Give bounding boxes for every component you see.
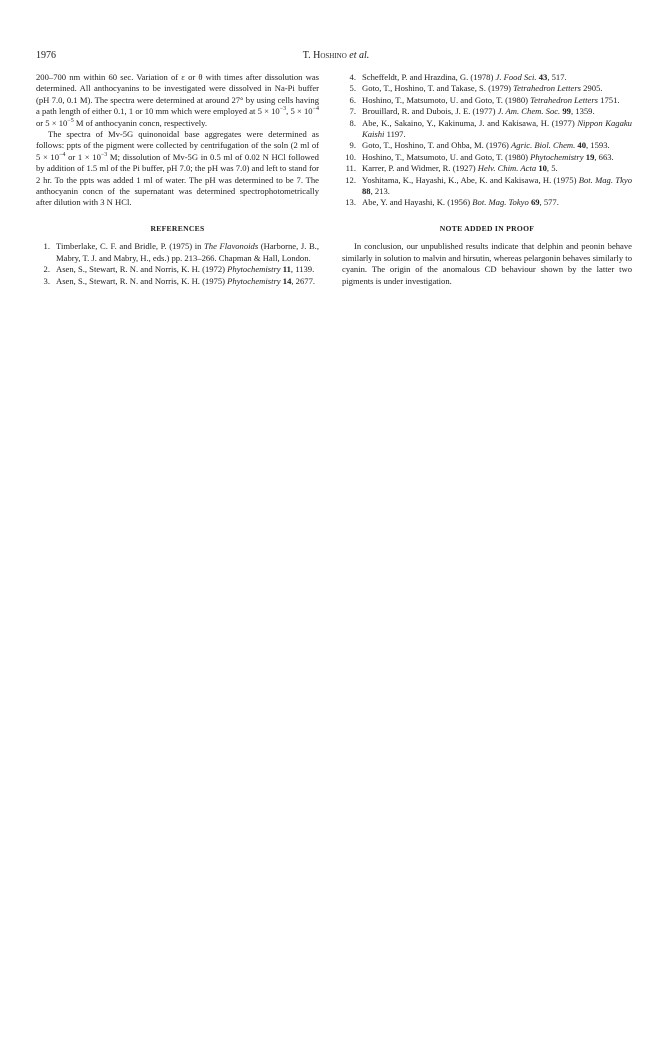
references-heading: REFERENCES	[150, 223, 205, 233]
reference-item: 2. Asen, S., Stewart, R. N. and Norris, K. H. (1972) Phytochemistry 11, 1139.	[43, 264, 315, 275]
reference-item: 1. Timberlake, C. F. and Bridle, P. (1975) in The Flavonoids (Harborne, J. B., Mabry, T. J. and Mabry, H., eds.) pp. 213–266. Chapman & Hall, London.	[43, 241, 319, 263]
methods-paragraph-1: 200–700 nm within 60 sec. Variation of ε or θ with times after dissolution was determined. All anthocyanins to be investigated were dissolved in Na-Pi buffer (pH 7.0, 0.1 M). The spectra were determined at around 27° by using cells having a path length of either 0.1, 1 or 10 mm which were employed at $5 \times 10^{-3}$, $5 \times 10^{-4}$ or $5 \times 10^{-5}$ M of anthocyanin concn, respectively.	[36, 72, 319, 128]
note-heading: NOTE ADDED IN PROOF	[439, 223, 535, 233]
reference-item: 11. Karrer, P. and Widmer, R. (1927) Helv. Chim. Acta 10, 5.	[345, 163, 558, 174]
reference-item: 8. Abe, K., Sakaino, Y., Kakinuma, J. and Kakisawa, H. (1977) Nippon Kagaku Kaishi 1197.	[349, 117, 632, 140]
reference-item: 10. Hoshino, T., Matsumoto, U. and Goto, T. (1980) Phytochemistry 19, 663.	[345, 151, 614, 162]
reference-item: 9. Goto, T., Hoshino, T. and Ohba, M. (1976) Agric. Biol. Chem. 40, 1593.	[349, 140, 610, 151]
reference-item: 7. Brouillard, R. and Dubois, J. E. (1977) J. Am. Chem. Soc. 99, 1359.	[349, 106, 595, 117]
running-head-initial: T.	[302, 50, 314, 61]
reference-item: 4. Scheffeldt, P. and Hrazdina, G. (1978) J. Food Sci. 43, 517.	[349, 72, 567, 82]
reference-item: 12. Yoshitama, K., Hayashi, K., Abe, K. and Kakisawa, H. (1975) Bot. Mag. Tkyo 88, 213.	[345, 174, 632, 197]
reference-item: 5. Goto, T., Hoshino, T. and Takase, S. (1979) Tetrahedron Letters 2905.	[349, 83, 603, 94]
reference-item: 3. Asen, S., Stewart, R. N. and Norris, K. H. (1975) Phytochemistry 14, 2677.	[43, 275, 316, 286]
page-number: 1976	[36, 50, 56, 61]
running-head-etal: et al.	[346, 50, 370, 61]
running-head	[0, 50, 672, 61]
reference-item: 6. Hoshino, T., Matsumoto, U. and Goto, T. (1980) Tetrahedron Letters 1751.	[349, 94, 620, 105]
left-column	[36, 72, 319, 287]
methods-paragraph-2: The spectra of Mv-5G quinonoidal base aggregates were determined as follows: ppts of the pigment were collected by centrifugation of the soln (2 ml of $5 \times 10^{-4}$ or $1 \times 10^{-3}$ M; dissolution of Mv-5G in 0.5 ml of 0.02 N HCl followed by addition of 1.5 ml of the Pi buffer, pH 7.0; the pH was 7.0) and left to stand for 2 hr. To the ppts was added 1 ml of water. The pH was determined to be 7. The anthocyanin concn of the supernatant was determined spectrophotometrically after dilution with 3 N HCl.	[36, 129, 319, 208]
reference-item: 13. Abe, Y. and Hayashi, K. (1956) Bot. Mag. Tokyo 69, 577.	[345, 197, 559, 208]
right-column	[342, 72, 632, 287]
note-paragraph: In conclusion, our unpublished results indicate that delphin and peonin behave similarly in solution to malvin and hirsutin, whereas pelargonin behaves similarly to cyanin. The origin of the anomalous CD behaviour shown by the latter two pigments is under investigation.	[342, 241, 632, 286]
running-head-author: Hoshino	[313, 50, 347, 61]
